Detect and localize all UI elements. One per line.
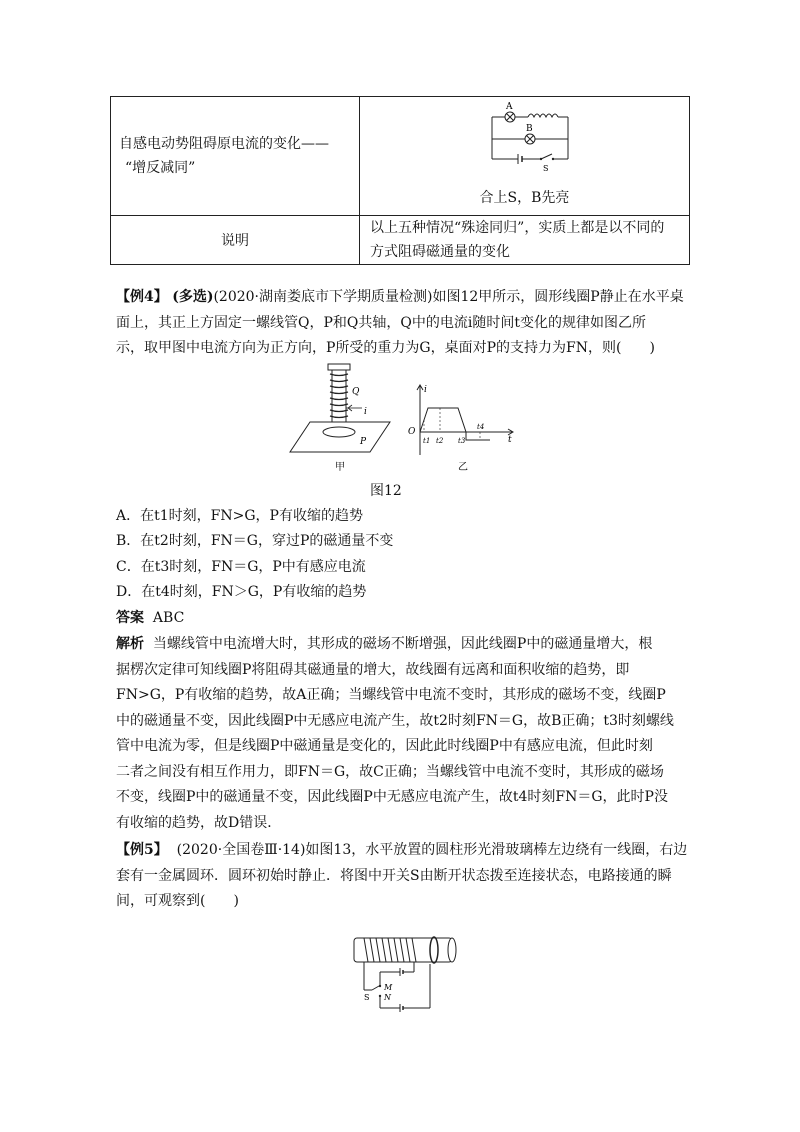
tick-t1: t1 <box>423 437 431 445</box>
text-line: 有收缩的趋势，故D错误． <box>116 814 282 831</box>
axis-t-label: t <box>508 435 512 445</box>
answer-value: ABC <box>152 610 185 626</box>
switch-s-label: S <box>543 164 549 173</box>
table-row <box>111 97 690 216</box>
origin-label: O <box>408 427 416 437</box>
table-cell-label: 说明 <box>111 216 360 265</box>
option-b: B．在t2时刻，FN＝G，穿过P的磁通量不变 <box>116 533 394 549</box>
option-a: A．在t1时刻，FN>G，P有收缩的趋势 <box>116 508 363 524</box>
switch-s-label: S <box>364 993 370 1002</box>
lamp-a-label: A <box>506 102 513 112</box>
table-cell-circuit <box>360 97 690 216</box>
self-inductance-circuit-diagram <box>360 97 690 187</box>
example5-tag: 【例5】 <box>116 842 168 858</box>
text-line: 管中电流为零，但是线圈P中磁通量是变化的，因此此时线圈P中有感应电流，但此时刻 <box>116 738 653 754</box>
text-line: 中的磁通量不变，因此线圈P中无感应电流产生，故t2时刻FN＝G，故B正确；t3时刻螺线 <box>116 712 674 729</box>
example4-tag: 【例4】 <box>116 289 168 305</box>
analysis-label: 解析 <box>116 636 144 652</box>
figure-jia-label: 甲 <box>335 462 345 473</box>
summary-table <box>110 96 690 265</box>
tick-t4: t4 <box>477 423 485 431</box>
table-cell-note <box>360 216 690 265</box>
figure-12 <box>280 360 540 480</box>
text-line: 不变，线圈P中的磁通量不变，因此线圈P中无感应电流产生，故t4时刻FN＝G，此时P没 <box>116 789 668 805</box>
contact-m-label: M <box>384 983 393 992</box>
option-c: C．在t3时刻，FN＝G，P中有感应电流 <box>116 559 366 575</box>
cell-text-line: “增反减同” <box>125 160 196 176</box>
tick-t3: t3 <box>458 437 466 445</box>
cell-text-line: 自感电动势阻碍原电流的变化—— <box>119 136 329 152</box>
text-span: (2020·湖南娄底市下学期质量检测)如图12甲所示，圆形线圈P静止在水平桌 <box>213 289 684 305</box>
text-line: 间，可观察到( ) <box>116 893 239 909</box>
tick-t2: t2 <box>436 437 444 445</box>
text-span: (2020·全国卷Ⅲ·14)如图13，水平放置的圆柱形光滑玻璃棒左边绕有一线圈，右边 <box>176 842 688 858</box>
text-line <box>116 632 690 658</box>
cell-text-line: 方式阻碍磁通量的变化 <box>370 244 510 260</box>
text-line: 二者之间没有相互作用力，即FN＝G，故C正确；当螺线管中电流不变时，其形成的磁场 <box>116 763 664 780</box>
example5-stem <box>116 838 690 915</box>
text-line <box>116 285 690 311</box>
table-cell-description <box>111 97 360 216</box>
text-line: 示，取甲图中电流方向为正方向，P所受的重力为G，桌面对P的支持力为FN，则( ) <box>116 340 655 356</box>
solenoid-q-label: Q <box>352 387 360 397</box>
axis-i-label: i <box>424 385 427 395</box>
figure-13 <box>350 930 470 1020</box>
answer-label: 答案 <box>116 610 144 626</box>
current-i-label: i <box>364 407 367 417</box>
text-line: 套有一金属圆环．圆环初始时静止．将图中开关S由断开状态拨至连接状态，电路接通的瞬 <box>116 867 672 884</box>
contact-n-label: N <box>384 993 391 1002</box>
multi-select-tag: (多选) <box>172 289 214 305</box>
text-line: FN>G，P有收缩的趋势，故A正确；当螺线管中电流不变时，其形成的磁场不变，线圈P <box>116 687 666 703</box>
answer-line <box>116 607 184 629</box>
text-line: 面上，其正上方固定一螺线管Q，P和Q共轴，Q中的电流i随时间t变化的规律如图乙所 <box>116 314 646 331</box>
text-line: 据楞次定律可知线圈P将阻碍其磁通量的增大，故线圈有远离和面积收缩的趋势，即 <box>116 661 630 678</box>
lamp-b-label: B <box>526 124 533 134</box>
circuit-caption: 合上S，B先亮 <box>479 190 570 206</box>
table-row <box>111 216 690 265</box>
text-line <box>116 838 690 864</box>
cell-text-line: 以上五种情况“殊途同归”，实质上都是以不同的 <box>370 220 665 236</box>
analysis-block <box>116 632 690 836</box>
figure-yi-label: 乙 <box>458 462 468 473</box>
text-span: 当螺线管中电流增大时，其形成的磁场不断增强，因此线圈P中的磁通量增大，根 <box>152 636 653 652</box>
example4-stem <box>116 285 690 362</box>
coil-p-label: P <box>360 437 367 447</box>
option-d: D．在t4时刻，FN＞G，P有收缩的趋势 <box>116 584 367 600</box>
figure-12-caption: 图12 <box>370 483 402 499</box>
